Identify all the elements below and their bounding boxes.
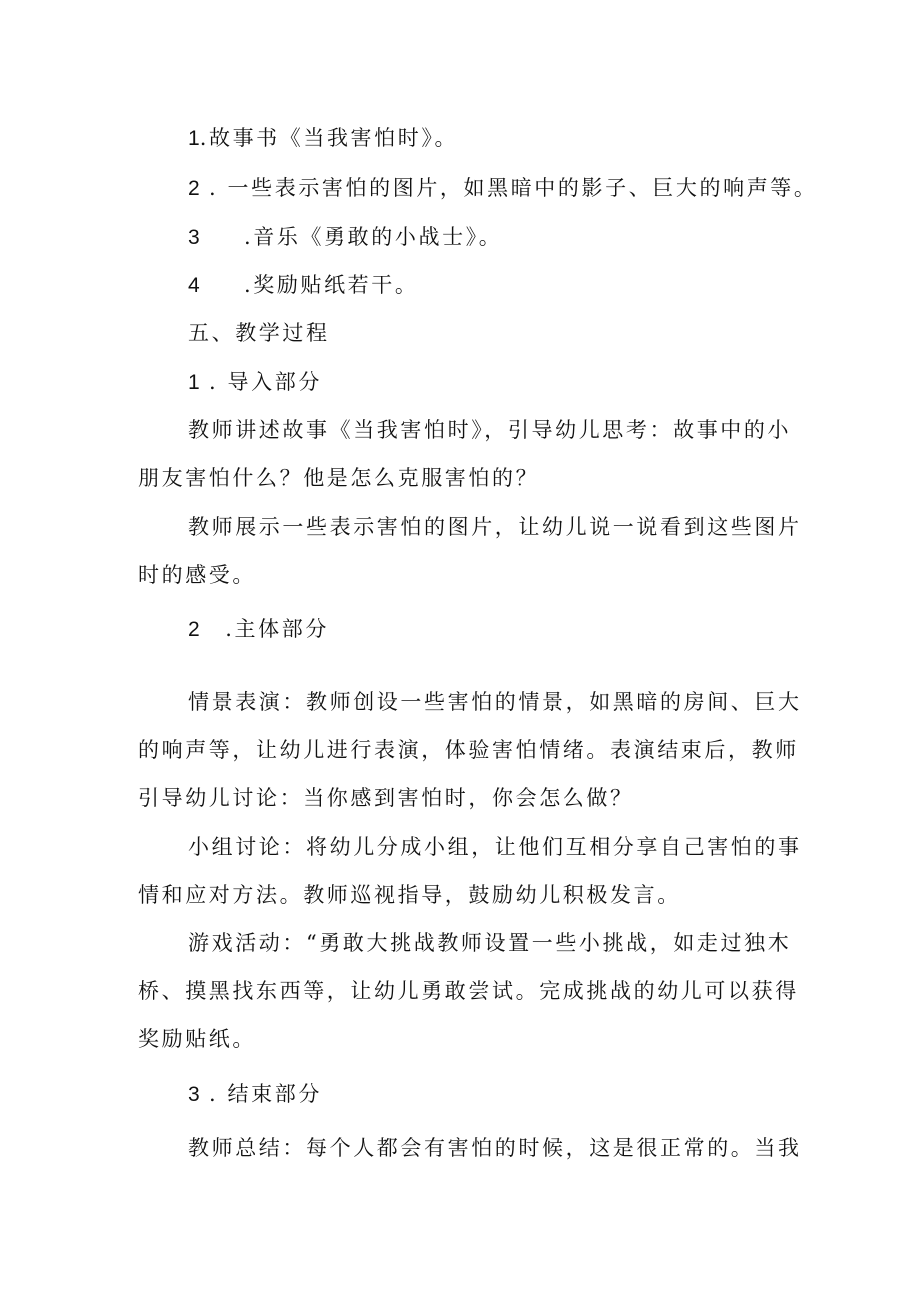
item-text: . 一些表示害怕的图片，如黑暗中的影子、巨大的响声等。 (199, 176, 818, 200)
part-title-text: .主体部分 (216, 617, 329, 641)
material-item-1 (188, 124, 458, 153)
paragraph-line: 时的感受。 (138, 563, 256, 587)
item-number: 1 (188, 127, 200, 150)
paragraph-line: 教师总结：每个人都会有害怕的时候，这是很正常的。当我 (188, 1136, 802, 1160)
item-number: 4 (188, 274, 200, 297)
item-text: .故事书《当我害怕时》。 (199, 126, 459, 150)
paragraph-line: 朋友害怕什么？他是怎么克服害怕的？ (138, 466, 540, 490)
part-1-title (188, 368, 322, 397)
paragraph-line: 教师展示一些表示害怕的图片，让幼儿说一说看到这些图片 (188, 515, 802, 539)
part-title-text: . 导入部分 (199, 370, 322, 394)
part-2-title (188, 615, 329, 644)
paragraph-line: 小组讨论：将幼儿分成小组，让他们互相分享自己害怕的事 (188, 835, 802, 859)
item-text: .音乐《勇敢的小战士》。 (244, 225, 503, 249)
material-item-4 (188, 271, 418, 300)
paragraph-line: 游戏活动：“勇敢大挑战教师设置一些小挑战，如走过独木 (188, 931, 792, 955)
material-item-2 (188, 174, 818, 203)
part-3-title (188, 1080, 322, 1109)
paragraph-line: 情和应对方法。教师巡视指导，鼓励幼儿积极发言。 (138, 883, 681, 907)
paragraph-line: 引导幼儿讨论：当你感到害怕时，你会怎么做？ (138, 786, 634, 810)
paragraph-line: 奖励贴纸。 (138, 1027, 256, 1051)
paragraph-line: 情景表演：教师创设一些害怕的情景，如黑暗的房间、巨大 (188, 690, 802, 714)
paragraph-line: 教师讲述故事《当我害怕时》，引导幼儿思考：故事中的小 (188, 418, 792, 442)
part-number: 1 (188, 371, 200, 394)
item-number: 2 (188, 177, 200, 200)
item-text: .奖励贴纸若干。 (244, 273, 419, 297)
part-number: 3 (188, 1083, 200, 1106)
item-number: 3 (188, 226, 200, 249)
part-title-text: . 结束部分 (199, 1082, 322, 1106)
paragraph-line: 的响声等，让幼儿进行表演，体验害怕情绪。表演结束后，教师 (138, 738, 799, 762)
paragraph-line: 桥、摸黑找东西等，让幼儿勇敢尝试。完成挑战的幼儿可以获得 (138, 979, 799, 1003)
part-number: 2 (188, 618, 200, 641)
section-heading: 五、教学过程 (188, 321, 330, 345)
material-item-3 (188, 223, 502, 252)
